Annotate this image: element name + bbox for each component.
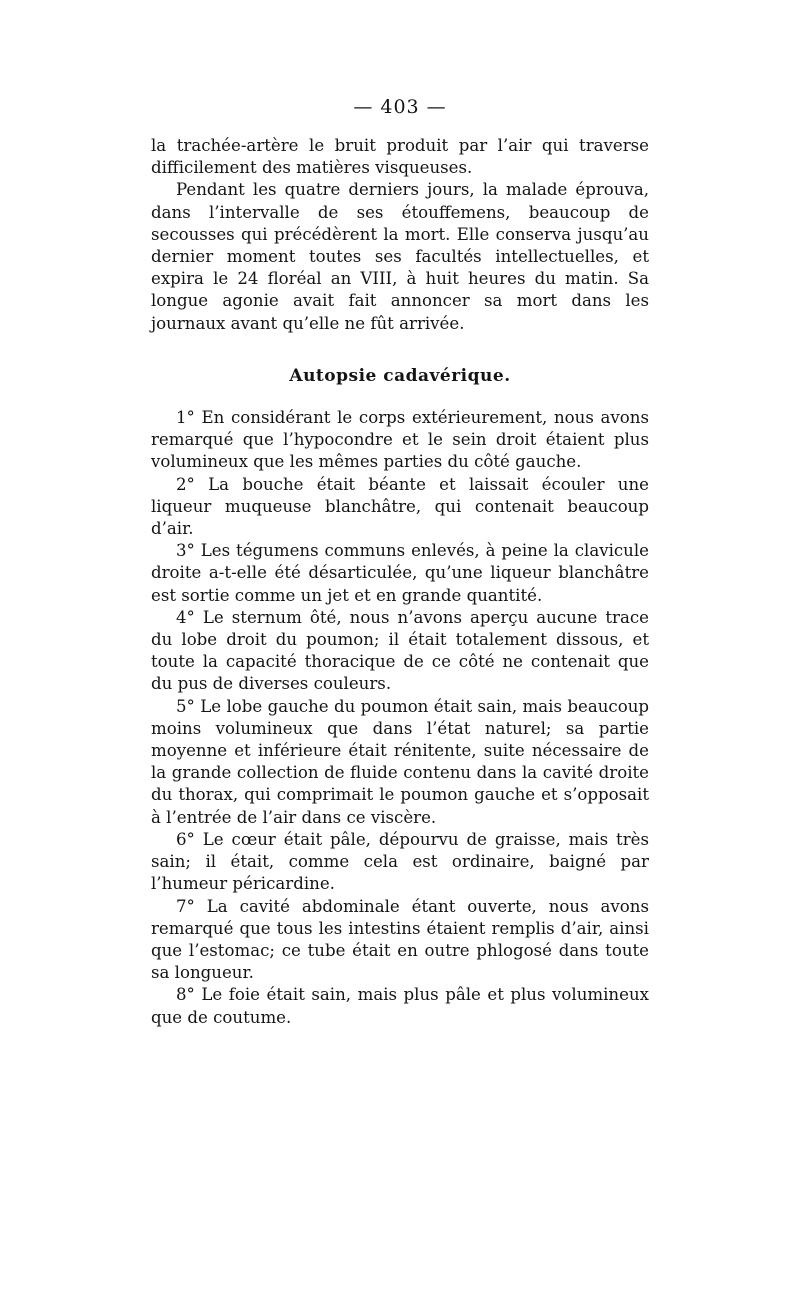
numbered-paragraph-4: 4° Le sternum ôté, nous n’avons aperçu aucune trace du lobe droit du poumon; il était totalement dissous, et toute la capacité thoracique de ce côté ne contenait que du pus de diverses couleurs. [151,607,649,694]
numbered-paragraph-3: 3° Les tégumens communs enlevés, à peine la clavicule droite a-t-elle été désarticulée, qu’une liqueur blanchâtre est sortie comme un jet et en grande quantité. [151,541,649,605]
section-heading: Autopsie cadavérique. [289,365,511,386]
page-body [151,135,649,1029]
numbered-paragraph-7: 7° La cavité abdominale étant ouverte, nous avons remarqué que tous les intestins étaient remplis d’air, ainsi que l’estomac; ce tube était en outre phlogosé dans toute sa longueur. [151,896,649,983]
numbered-paragraph-6: 6° Le cœur était pâle, dépourvu de graisse, mais très sain; il était, comme cela est ordinaire, baigné par l’humeur péricardine. [151,829,649,894]
paragraph-continuation: la trachée-artère le bruit produit par l’air qui traverse difficilement des matières visqueuses. [151,136,649,178]
page-number: — 403 — [353,96,447,118]
paragraph-agonie: Pendant les quatre derniers jours, la malade éprouva, dans l’intervalle de ses étouffemens, beaucoup de secousses qui précédèrent la mort. Elle conserva jusqu’au dernier moment toutes ses facultés intellectuelles, et expira le 24 floréal an VIII, à huit heures du matin. Sa longue agonie avait fait annoncer sa mort dans les journaux avant qu’elle ne fût arrivée. [151,180,649,333]
numbered-paragraph-1: 1° En considérant le corps extérieurement, nous avons remarqué que l’hypocondre et le sein droit étaient plus volumineux que les mêmes parties du côté gauche. [151,408,649,472]
numbered-paragraph-2: 2° La bouche était béante et laissait écouler une liqueur muqueuse blanchâtre, qui contenait beaucoup d’air. [151,474,649,539]
numbered-paragraph-8: 8° Le foie était sain, mais plus pâle et plus volumineux que de coutume. [151,985,649,1027]
numbered-paragraph-5: 5° Le lobe gauche du poumon était sain, mais beaucoup moins volumineux que dans l’état naturel; sa partie moyenne et inférieure était rénitente, suite nécessaire de la grande collection de fluide contenu dans la cavité droite du thorax, qui comprimait le poumon gauche et s’opposait à l’entrée de l’air dans ce viscère. [151,696,649,827]
